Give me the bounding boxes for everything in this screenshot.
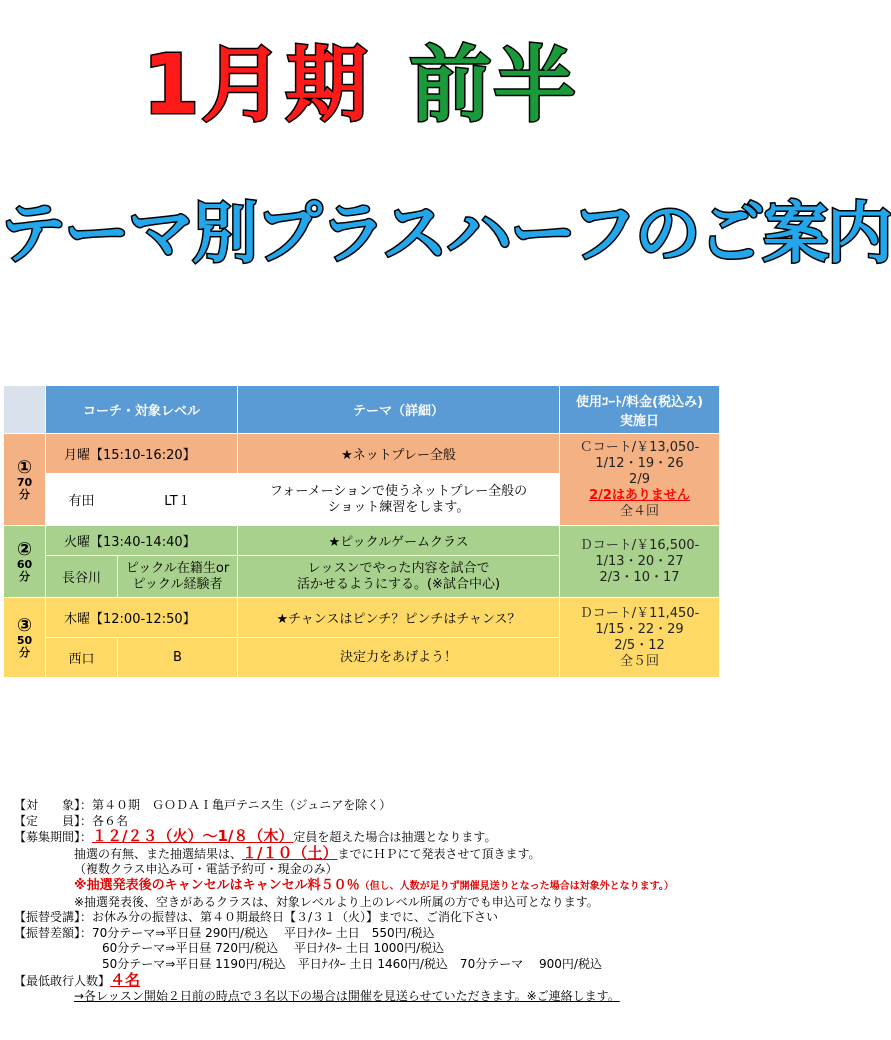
- info-target: 【対 象】：第４０期 ＧＯＤＡＩ亀戸テニス生（ジュニアを除く）: [14, 798, 392, 812]
- info-diff-50: 50分テーマ⇒平日昼 1190円/税込 平日ﾅｲﾀｰ 土日 1460円/税込 70分テーマ 900円/税込: [102, 956, 602, 971]
- class-coach: 有田: [46, 474, 118, 526]
- class-theme: ★チャンスはピンチ？ピンチはチャンス？: [238, 598, 560, 638]
- info-minimum: 【最低敢行人数】４名: [14, 970, 141, 989]
- table-header-row: [4, 386, 720, 434]
- header-coach: コーチ・対象レベル: [46, 386, 238, 434]
- class-coach: 西口: [46, 638, 118, 678]
- class-price: Ｄコート/￥11,450- 1/15・22・29 2/5・12 全５回: [560, 598, 720, 678]
- info-methods: （複数クラス申込み可・電話予約可・現金のみ）: [74, 862, 338, 877]
- class-level: ピックル在籍生or ピックル経験者: [118, 556, 238, 598]
- class-detail: フォーメーションで使うネットプレー全般の ショット練習をします。: [238, 474, 560, 526]
- class-detail: 決定力をあげよう！: [238, 638, 560, 678]
- price-note: 2/2はありません: [589, 487, 690, 503]
- class-price: Ｄコート/￥16,500- 1/13・20・27 2/3・10・17: [560, 526, 720, 598]
- info-cancel: ※抽選発表後のキャンセルはキャンセル料５０％（但し、人数が足りず開催見送りとなった場合は対象外となります。）: [74, 877, 674, 893]
- info-after-lottery: ※抽選発表後、空きがあるクラスは、対象レベルより上のレベル所属の方でも申込可となります。: [74, 894, 599, 909]
- schedule-table: [3, 385, 720, 678]
- title-half: 前半: [409, 38, 578, 133]
- class-day: 木曜【12:00-12:50】: [46, 598, 238, 638]
- class-number: ② 60 分: [4, 526, 46, 598]
- info-diff: 【振替差額】：70分テーマ⇒平日昼 290円/税込 平日ﾅｲﾀｰ 土日 550円/税込: [14, 925, 435, 940]
- header-blank: [4, 386, 46, 434]
- info-period: 【募集期間】：１２/２３（火）～1/８（木）定員を超えた場合は抽選となります。: [14, 827, 497, 846]
- header-price: 使用ｺｰﾄ/料金(税込み) 実施日: [560, 386, 720, 434]
- class-price: Ｃコート/￥13,050- 1/12・19・26 2/9 2/2はありません 全４回: [560, 434, 720, 526]
- info-diff-60: 60分テーマ⇒平日昼 720円/税込 平日ﾅｲﾀｰ 土日 1000円/税込: [102, 941, 445, 956]
- table-row: [4, 598, 720, 638]
- class-day: 月曜【15:10-16:20】: [46, 434, 238, 474]
- class-theme: ★ネットプレー全般: [238, 434, 560, 474]
- class-coach: 長谷川: [46, 556, 118, 598]
- title-month: 1月期: [142, 38, 370, 133]
- class-detail: レッスンでやった内容を試合で 活かせるようにする。(※試合中心): [238, 556, 560, 598]
- table-row: [4, 526, 720, 556]
- info-capacity: 【定 員】：各６名: [14, 813, 129, 828]
- info-lottery: 抽選の有無、また抽選結果は、１/１０（土）までにＨＰにて発表させて頂きます。: [74, 843, 541, 862]
- class-number: ③ 50 分: [4, 598, 46, 678]
- period-title: [0, 36, 720, 136]
- info-makeup: 【振替受講】：お休み分の振替は、第４０期最終日【３/３１（火）】までに、ご消化下さい: [14, 910, 499, 925]
- class-theme: ★ピックルゲームクラス: [238, 526, 560, 556]
- class-level: B: [118, 638, 238, 678]
- header-theme: テーマ（詳細）: [238, 386, 560, 434]
- class-number: ① 70 分: [4, 434, 46, 526]
- page-subtitle: テーマ別プラスハーフのご案内: [0, 195, 891, 272]
- table-row: [4, 434, 720, 474]
- class-day: 火曜【13:40-14:40】: [46, 526, 238, 556]
- class-level: LT１: [118, 474, 238, 526]
- info-section: [14, 798, 714, 1005]
- info-minimum-note: →各レッスン開始２日前の時点で３名以下の場合は開催を見送らせていただきます。※ご連絡します。: [74, 989, 620, 1004]
